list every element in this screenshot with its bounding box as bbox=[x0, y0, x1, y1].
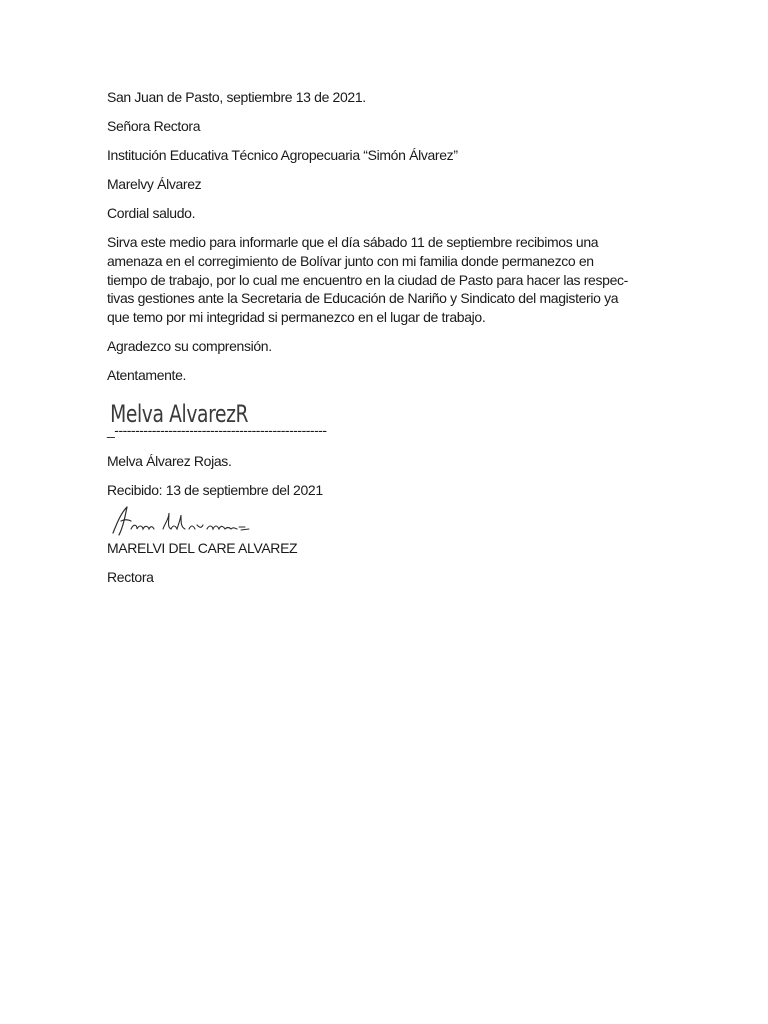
received-line: Recibido: 13 de septiembre del 2021 bbox=[107, 482, 323, 498]
closing-line: Atentamente. bbox=[107, 367, 187, 383]
thanks-line: Agradezco su comprensión. bbox=[107, 338, 272, 354]
body-line: amenaza en el corregimiento de Bolívar junto con mi familia donde permanezco en bbox=[107, 252, 594, 269]
date-line: San Juan de Pasto, septiembre 13 de 2021. bbox=[107, 89, 366, 105]
receiver-signature bbox=[107, 503, 267, 539]
sender-signature-text: Melva AlvarezR bbox=[110, 400, 249, 429]
body-line: tivas gestiones ante la Secretaria de Educación de Nariño y Sindicato del magisterio ya bbox=[107, 290, 619, 307]
greeting: Cordial saludo. bbox=[107, 205, 196, 221]
receiver-name: MARELVI DEL CARE ALVAREZ bbox=[107, 540, 298, 556]
body-line: tiempo de trabajo, por lo cual me encuentro en la ciudad de Pasto para hacer las respec- bbox=[107, 271, 628, 288]
institution-name: Institución Educativa Técnico Agropecuaria “Simón Álvarez” bbox=[107, 147, 458, 163]
sender-signature bbox=[107, 392, 387, 440]
recipient-title: Señora Rectora bbox=[107, 118, 201, 134]
body-line: que temo por mi integridad si permanezco en el lugar de trabajo. bbox=[107, 309, 486, 326]
receiver-role: Rectora bbox=[107, 569, 154, 585]
body-line: Sirva este medio para informarle que el día sábado 11 de septiembre recibimos una bbox=[107, 234, 599, 250]
recipient-name: Marelvy Álvarez bbox=[107, 176, 202, 192]
letter-body bbox=[107, 233, 667, 327]
receiver-signature-image bbox=[107, 503, 267, 539]
sender-name: Melva Álvarez Rojas. bbox=[107, 453, 232, 469]
signature-line: _--------------------------------------------------- bbox=[107, 422, 327, 438]
